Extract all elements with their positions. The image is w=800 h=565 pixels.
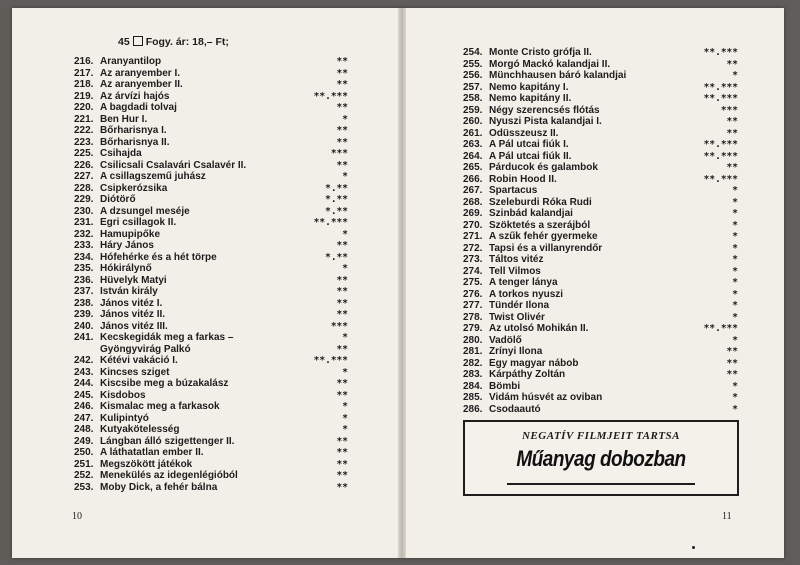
catalog-entry: [74, 171, 206, 182]
catalog-entry: [74, 413, 149, 424]
entry-title: A Pál utcai fiúk I.: [489, 139, 569, 150]
entry-availability-marks: *: [732, 311, 738, 323]
left-page-number: 10: [72, 511, 82, 522]
entry-title: A bagdadi tolvaj: [100, 102, 177, 113]
staple-hole: [692, 546, 695, 549]
entry-availability-marks: *: [732, 185, 738, 196]
entry-number: 227.: [74, 171, 94, 182]
entry-availability-marks: *: [732, 265, 738, 277]
entry-title: Tündér Ilona: [489, 300, 549, 311]
entry-availability-marks: **: [336, 56, 348, 67]
catalog-entry: [74, 160, 246, 171]
catalog-entry: [74, 436, 234, 447]
entry-availability-marks: *: [732, 403, 738, 415]
entry-title: Az aranyember II.: [100, 79, 183, 90]
catalog-entry: [463, 208, 573, 219]
catalog-entry: [74, 321, 168, 332]
entry-title: Ben Hur I.: [100, 113, 148, 125]
entry-number: 251.: [74, 458, 94, 470]
catalog-entry: [74, 332, 233, 343]
entry-number: 244.: [74, 378, 94, 389]
entry-availability-marks: *.**: [325, 194, 348, 205]
entry-title: Vidám húsvét az oviban: [489, 392, 603, 403]
entry-number: 239.: [74, 309, 94, 320]
entry-title: Hamupipőke: [100, 228, 161, 240]
catalog-entry: [463, 381, 520, 392]
catalog-entry: [74, 252, 217, 263]
entry-number: 237.: [74, 286, 94, 297]
advert-underline: [507, 483, 695, 485]
entry-availability-marks: *.**: [325, 182, 348, 194]
entry-title: Kincses sziget: [100, 366, 170, 378]
entry-number: 271.: [463, 231, 483, 242]
entry-number: 254.: [463, 47, 483, 58]
entry-title: Csodaautó: [489, 403, 541, 415]
catalog-entry: [74, 309, 165, 320]
catalog-entry: [463, 128, 558, 139]
entry-number: 255.: [463, 58, 483, 70]
entry-title: Nyuszi Pista kalandjai I.: [489, 116, 602, 127]
catalog-entry: [463, 346, 542, 357]
entry-availability-marks: **: [336, 435, 348, 447]
entry-number: 241.: [74, 332, 94, 343]
entry-title: Odüsszeusz II.: [489, 127, 559, 139]
catalog-entry: [463, 266, 541, 277]
entry-number: 238.: [74, 297, 94, 309]
entry-number: 285.: [463, 392, 483, 403]
entry-availability-marks: **: [336, 343, 348, 355]
entry-availability-marks: *: [732, 288, 738, 300]
entry-number: 256.: [463, 70, 483, 81]
catalog-entry: [463, 404, 541, 415]
entry-title: Kisdobos: [100, 389, 146, 401]
entry-title: Kecskegidák meg a farkas –: [100, 332, 234, 343]
entry-availability-marks: *: [732, 70, 738, 81]
catalog-entry: [463, 93, 571, 104]
entry-title: Az árvízi hajós: [100, 90, 170, 102]
entry-availability-marks: **: [336, 378, 348, 389]
catalog-entry: [463, 335, 522, 346]
catalog-entry: [74, 355, 178, 366]
catalog-entry: [74, 91, 169, 102]
right-page-number: 11: [722, 511, 732, 522]
booklet-spine: [398, 8, 406, 558]
catalog-entry: [74, 390, 146, 401]
entry-title: Vadölő: [489, 334, 522, 346]
entry-title: János vitéz II.: [100, 309, 166, 320]
entry-title: Moby Dick, a fehér bálna: [100, 481, 218, 493]
entry-title: Menekülés az idegenlégióból: [100, 470, 238, 481]
catalog-entry: [74, 229, 160, 240]
entry-availability-marks: ***: [330, 320, 348, 332]
catalog-entry: [463, 185, 537, 196]
entry-title: Bőrharisnya I.: [100, 125, 167, 136]
catalog-entry: [74, 424, 179, 435]
entry-title: Háry János: [100, 240, 154, 251]
entry-number: 216.: [74, 56, 94, 67]
entry-number: 229.: [74, 194, 94, 205]
catalog-entry: [463, 105, 600, 116]
entry-number: 223.: [74, 136, 94, 148]
entry-availability-marks: **: [336, 274, 348, 286]
entry-number: 249.: [74, 435, 94, 447]
entry-number: 231.: [74, 217, 94, 228]
entry-title: Hófehérke és a hét törpe: [100, 251, 217, 263]
entry-number: 230.: [74, 205, 94, 217]
entry-availability-marks: **: [726, 58, 738, 70]
entry-availability-marks: **: [336, 125, 348, 136]
catalog-entry: [463, 139, 569, 150]
entry-availability-marks: **.***: [703, 139, 738, 150]
entry-title: Münchhausen báró kalandjai: [489, 70, 627, 81]
entry-number: 266.: [463, 173, 483, 185]
entry-title: Aranyantilop: [100, 56, 162, 67]
entry-number: 275.: [463, 277, 483, 288]
entry-number: 274.: [463, 265, 483, 277]
entry-number: 264.: [463, 150, 483, 162]
entry-availability-marks: **: [336, 136, 348, 148]
entry-number: 253.: [74, 481, 94, 493]
entry-number: 217.: [74, 67, 94, 79]
entry-number: 240.: [74, 320, 94, 332]
catalog-entry: [463, 82, 568, 93]
entry-availability-marks: *: [342, 366, 348, 378]
entry-availability-marks: **.***: [313, 355, 348, 366]
entry-title: Egri csillagok II.: [100, 217, 177, 228]
entry-number: 263.: [463, 139, 483, 150]
entry-title: Morgó Mackó kalandjai II.: [489, 58, 611, 70]
entry-title: Tapsi és a villanyrendőr: [489, 242, 603, 254]
catalog-entry: [463, 162, 598, 173]
entry-title: Spartacus: [489, 185, 538, 196]
entry-title: István király: [100, 286, 158, 297]
entry-number: 235.: [74, 263, 94, 274]
entry-number: 258.: [463, 93, 483, 104]
entry-availability-marks: *: [732, 392, 738, 403]
entry-title: Diótörő: [100, 194, 136, 205]
header-page-no: 45: [118, 36, 130, 48]
entry-availability-marks: **.***: [313, 217, 348, 228]
entry-title: Megszökött játékok: [100, 458, 193, 470]
entry-number: 280.: [463, 334, 483, 346]
entry-number: 284.: [463, 380, 483, 392]
entry-number: 270.: [463, 219, 483, 231]
entry-availability-marks: **: [336, 159, 348, 171]
entry-number: 252.: [74, 470, 94, 481]
entry-number: 242.: [74, 355, 94, 366]
entry-number: 283.: [463, 369, 483, 380]
entry-title: János vitéz III.: [100, 320, 168, 332]
entry-availability-marks: *: [342, 113, 348, 125]
entry-title: A Pál utcai fiúk II.: [489, 150, 572, 162]
entry-title: Az aranyember I.: [100, 67, 181, 79]
entry-availability-marks: *: [342, 412, 348, 424]
entry-title: Bőrharisnya II.: [100, 136, 170, 148]
entry-number: 267.: [463, 185, 483, 196]
entry-availability-marks: **: [336, 286, 348, 297]
entry-number: 221.: [74, 113, 94, 125]
entry-number: 247.: [74, 412, 94, 424]
entry-number: 243.: [74, 366, 94, 378]
entry-availability-marks: **.***: [703, 93, 738, 104]
entry-availability-marks: **.***: [703, 150, 738, 162]
entry-availability-marks: **.***: [703, 323, 738, 334]
entry-number: 277.: [463, 300, 483, 311]
entry-availability-marks: **: [726, 116, 738, 127]
entry-title: A torkos nyuszi: [489, 288, 564, 300]
entry-number: 279.: [463, 323, 483, 334]
catalog-entry: [74, 459, 192, 470]
entry-number: 286.: [463, 403, 483, 415]
catalog-entry: [74, 148, 142, 159]
catalog-entry: [74, 183, 167, 194]
entry-title: Egy magyar nábob: [489, 357, 579, 369]
entry-availability-marks: *: [732, 231, 738, 242]
entry-title: Gyöngyvirág Palkó: [100, 343, 191, 355]
catalog-entry: [463, 254, 543, 265]
advert-line-1: NEGATÍV FILMJEIT TARTSA: [521, 430, 680, 442]
entry-availability-marks: ***: [330, 148, 348, 159]
catalog-entry: [463, 151, 571, 162]
catalog-entry: [74, 367, 169, 378]
catalog-entry: [463, 70, 626, 81]
entry-availability-marks: **: [726, 357, 738, 369]
entry-title: Nemo kapitány I.: [489, 81, 569, 93]
entry-number: 248.: [74, 424, 94, 435]
catalog-entry: [74, 125, 167, 136]
entry-title: Csipkerózsika: [100, 182, 168, 194]
entry-number: 219.: [74, 90, 94, 102]
entry-title: Szöktetés a szerájból: [489, 219, 591, 231]
catalog-entry: [463, 197, 592, 208]
entry-title: Monte Cristo grófja II.: [489, 47, 592, 58]
catalog-entry: [74, 482, 217, 493]
catalog-entry: [463, 392, 602, 403]
catalog-entry: [463, 277, 558, 288]
entry-title: János vitéz I.: [100, 297, 163, 309]
entry-availability-marks: **: [336, 470, 348, 481]
entry-availability-marks: **: [336, 297, 348, 309]
entry-number: 220.: [74, 102, 94, 113]
catalog-entry: [74, 102, 177, 113]
entry-availability-marks: **.***: [703, 173, 738, 185]
entry-availability-marks: **: [336, 447, 348, 458]
entry-availability-marks: **: [336, 79, 348, 90]
advert-box: [463, 420, 739, 496]
catalog-entry: [463, 231, 598, 242]
entry-title: Szinbád kalandjai: [489, 208, 573, 219]
entry-number: 278.: [463, 311, 483, 323]
entry-availability-marks: *: [732, 208, 738, 219]
entry-availability-marks: *: [732, 242, 738, 254]
entry-availability-marks: **: [726, 127, 738, 139]
entry-title: A dzsungel meséje: [100, 205, 190, 217]
entry-availability-marks: **: [336, 67, 348, 79]
entry-title: Táltos vitéz: [489, 254, 544, 265]
entry-number: 234.: [74, 251, 94, 263]
catalog-entry: [74, 263, 152, 274]
entry-availability-marks: **: [726, 369, 738, 380]
entry-title: A csillagszemű juhász: [100, 171, 206, 182]
catalog-entry: [463, 312, 545, 323]
entry-number: 269.: [463, 208, 483, 219]
catalog-entry: [463, 220, 590, 231]
entry-number: 218.: [74, 79, 94, 90]
entry-availability-marks: *: [342, 424, 348, 435]
advert-line-2: Műanyag dobozban: [516, 447, 686, 472]
entry-number: 232.: [74, 228, 94, 240]
catalog-entry: [74, 447, 204, 458]
catalog-entry: [74, 206, 190, 217]
entry-availability-marks: *: [342, 401, 348, 412]
entry-number: 222.: [74, 125, 94, 136]
entry-availability-marks: *: [732, 277, 738, 288]
entry-title: A láthatatlan ember II.: [100, 447, 204, 458]
entry-title: Párducok és galambok: [489, 162, 598, 173]
entry-title: Hüvelyk Matyi: [100, 274, 167, 286]
entry-availability-marks: **: [336, 481, 348, 493]
entry-number: 261.: [463, 127, 483, 139]
catalog-entry: [463, 323, 588, 334]
entry-availability-marks: **: [336, 309, 348, 320]
entry-title: Az utolsó Mohikán II.: [489, 323, 589, 334]
entry-number: 272.: [463, 242, 483, 254]
catalog-entry: [463, 300, 549, 311]
catalog-entry: [74, 470, 238, 481]
entry-title: Szeleburdi Róka Rudi: [489, 196, 592, 208]
entry-availability-marks: **: [336, 102, 348, 113]
entry-number: 246.: [74, 401, 94, 412]
catalog-entry: [463, 289, 563, 300]
entry-availability-marks: **: [726, 346, 738, 357]
entry-availability-marks: *: [732, 196, 738, 208]
entry-number: 233.: [74, 240, 94, 251]
entry-title: Bömbi: [489, 380, 521, 392]
entry-title: Lángban álló szigettenger II.: [100, 435, 235, 447]
entry-title: Robin Hood II.: [489, 173, 557, 185]
catalog-entry: [463, 358, 578, 369]
entry-number: 236.: [74, 274, 94, 286]
catalog-entry: [74, 56, 161, 67]
entry-availability-marks: *.**: [325, 205, 348, 217]
entry-availability-marks: *: [342, 263, 348, 274]
entry-number: 282.: [463, 357, 483, 369]
catalog-entry: [74, 194, 136, 205]
entry-title: Twist Olivér: [489, 311, 545, 323]
entry-number: 226.: [74, 159, 94, 171]
catalog-entry: [463, 369, 565, 380]
catalog-entry: [74, 401, 220, 412]
entry-number: 250.: [74, 447, 94, 458]
catalog-entry: [463, 174, 557, 185]
catalog-entry: [463, 47, 592, 58]
catalog-entry: [74, 298, 162, 309]
entry-availability-marks: *: [732, 380, 738, 392]
entry-number: 259.: [463, 104, 483, 116]
entry-number: 273.: [463, 254, 483, 265]
entry-availability-marks: **: [726, 162, 738, 173]
catalog-entry: [74, 114, 147, 125]
entry-availability-marks: *.**: [325, 251, 348, 263]
catalog-entry: [74, 378, 228, 389]
entry-title: Hókirálynő: [100, 263, 152, 274]
entry-number: 245.: [74, 389, 94, 401]
catalog-entry: [74, 240, 154, 251]
catalog-entry: [463, 116, 602, 127]
entry-number: 268.: [463, 196, 483, 208]
entry-title: Tell Vilmos: [489, 265, 541, 277]
catalog-entry: [74, 79, 183, 90]
entry-title: Kulipintyó: [100, 412, 149, 424]
entry-availability-marks: **: [336, 240, 348, 251]
entry-availability-marks: **: [336, 389, 348, 401]
entry-availability-marks: *: [732, 219, 738, 231]
price-header: [118, 36, 358, 48]
entry-title: Kétévi vakáció I.: [100, 355, 178, 366]
entry-number: 265.: [463, 162, 483, 173]
catalog-entry: [74, 275, 167, 286]
entry-number: 228.: [74, 182, 94, 194]
entry-availability-marks: *: [732, 334, 738, 346]
entry-title: Négy szerencsés flótás: [489, 104, 600, 116]
header-price-text: Fogy. ár: 18,– Ft;: [145, 36, 229, 48]
entry-number: 276.: [463, 288, 483, 300]
entry-title: Csilicsali Csalavári Csalavér II.: [100, 159, 247, 171]
entry-availability-marks: *: [732, 254, 738, 265]
entry-availability-marks: *: [342, 228, 348, 240]
entry-availability-marks: **.***: [703, 47, 738, 58]
entry-title: Kutyakötelesség: [100, 424, 180, 435]
entry-number: 260.: [463, 116, 483, 127]
checkbox-icon: [133, 36, 143, 46]
entry-number: 257.: [463, 81, 483, 93]
entry-availability-marks: *: [732, 300, 738, 311]
entry-title: A tenger lánya: [489, 277, 558, 288]
entry-availability-marks: ***: [720, 104, 738, 116]
entry-availability-marks: *: [342, 332, 348, 343]
catalog-entry: [463, 59, 610, 70]
catalog-entry: [463, 243, 602, 254]
entry-number: 225.: [74, 148, 94, 159]
catalog-entry: [74, 137, 169, 148]
catalog-entry: [74, 217, 176, 228]
entry-availability-marks: **.***: [313, 90, 348, 102]
entry-title: Kiscsibe meg a búzakalász: [100, 378, 229, 389]
entry-title: Kismalac meg a farkasok: [100, 401, 220, 412]
catalog-entry: [74, 68, 180, 79]
entry-title: Kárpáthy Zoltán: [489, 369, 566, 380]
catalog-entry: [74, 286, 158, 297]
entry-availability-marks: *: [342, 171, 348, 182]
entry-title: A szűk fehér gyermeke: [489, 231, 598, 242]
entry-title: Zrínyi Ilona: [489, 346, 543, 357]
entry-availability-marks: **.***: [703, 81, 738, 93]
entry-availability-marks: **: [336, 458, 348, 470]
entry-title: Csihajda: [100, 148, 142, 159]
entry-number: 281.: [463, 346, 483, 357]
catalog-entry: [74, 344, 191, 355]
entry-title: Nemo kapitány II.: [489, 93, 572, 104]
